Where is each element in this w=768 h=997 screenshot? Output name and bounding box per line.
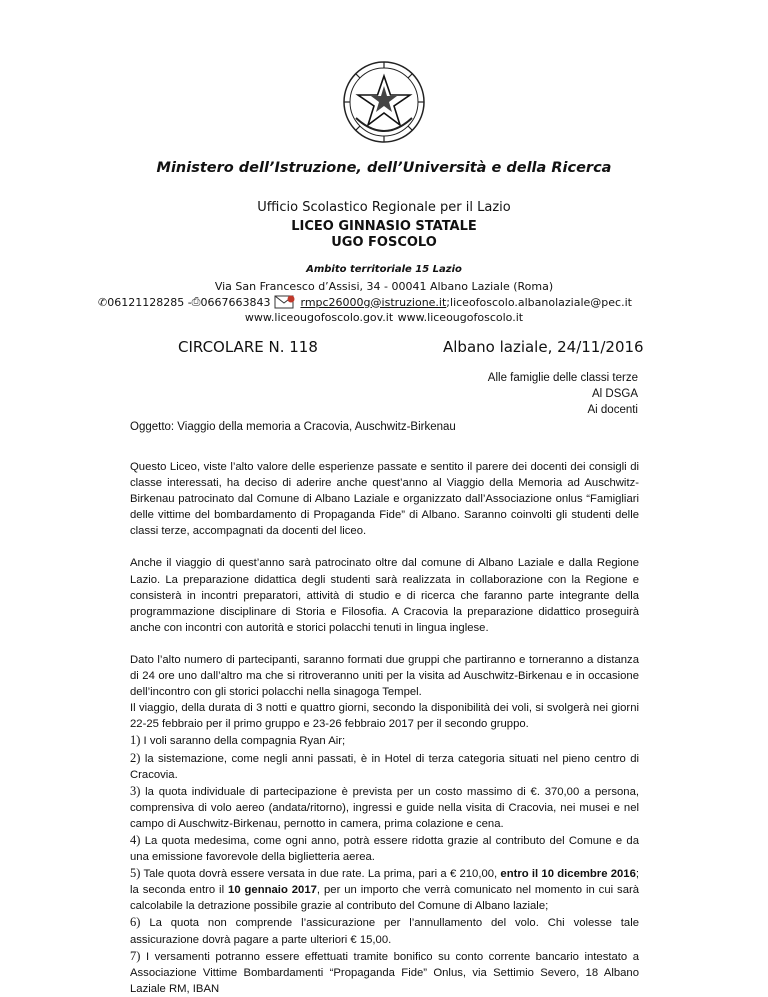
ambito-territoriale: Ambito territoriale 15 Lazio xyxy=(306,264,462,275)
second-deadline: 10 gennaio 2017 xyxy=(228,884,317,897)
item-number: 3) xyxy=(130,783,141,798)
regional-office: Ufficio Scolastico Regionale per il Lazio xyxy=(257,200,511,215)
item-number: 1) xyxy=(130,733,141,748)
list-item xyxy=(130,783,639,832)
list-item xyxy=(130,732,639,749)
contact-line xyxy=(98,294,698,310)
item-text: Tale quota dovrà essere versata in due rate. La prima, pari a € 210,00, xyxy=(140,868,501,881)
subject-line: Oggetto: Viaggio della memoria a Cracovia, Auschwitz-Birkenau xyxy=(130,421,456,433)
first-deadline: entro il 10 dicembre 2016 xyxy=(500,868,636,881)
paragraph-participants: Dato l’alto numero di partecipanti, saranno formati due gruppi che partiranno e torneranno a distanza di 24 ore uno dall’altro ma che si ritroveranno uniti per la visita ad Auschwitz-Birkenau e in occasione dell’incontro con gli storici polacchi nella sinagoga Tempel. xyxy=(130,653,639,699)
ministry-title: Ministero dell’Istruzione, dell’Università e della Ricerca xyxy=(156,160,612,176)
date-line: Albano laziale, 24/11/2016 xyxy=(443,338,644,356)
pec-email[interactable]: liceofoscolo.albanolaziale@pec.it xyxy=(450,295,632,309)
school-name-line1: LICEO GINNASIO STATALE xyxy=(291,219,477,234)
paragraph-regione: Anche il viaggio di quest’anno sarà patrocinato oltre dal comune di Albano Laziale e dalla Regione Lazio. La preparazione didattica degli studenti sarà realizzata in collaborazione con la Regione e consisterà in incontri preparatori, attività di studio e di ricerca che faranno parte integrante della programmazione disciplinare di Storia e Filosofia. A Cracovia la preparazione didattico proseguirà anche con incontri con autorità e storici polacchi tenuti in lingua inglese. xyxy=(130,557,639,634)
paragraph-intro: Questo Liceo, viste l’alto valore delle esperienze passate e sentito il parere dei docenti dei consigli di classe interessati, ha deciso di aderire anche quest’anno al Viaggio della Memoria ad Auschwitz-Birkenau patrocinato dal Comune di Albano Laziale e organizzato dall’Associazione onlus “Famigliari delle vittime del bombardamento di Propaganda Fide” di Albano. Saranno coinvolti gli studenti delle classi terze, accompagnati da docenti del liceo. xyxy=(130,461,639,538)
item-text: I voli saranno della compagnia Ryan Air; xyxy=(140,735,346,748)
emblem-icon xyxy=(342,60,426,144)
list-item xyxy=(130,865,639,914)
recipients xyxy=(488,370,638,418)
phone-icon: ✆ xyxy=(98,295,108,309)
recipient-dsga: Al DSGA xyxy=(591,388,638,400)
website-links[interactable]: www.liceougofoscolo.gov.it www.liceougofoscolo.it xyxy=(244,311,524,324)
fax-number: 0667663843 xyxy=(200,295,271,309)
list-item xyxy=(130,948,639,997)
circular-body xyxy=(130,459,639,997)
email-separator: ; xyxy=(446,295,451,309)
list-item xyxy=(130,750,639,783)
list-item xyxy=(130,832,639,865)
recipient-families: Alle famiglie delle classi terze xyxy=(487,372,638,384)
item-text: ; la seconda entro il xyxy=(130,868,639,897)
item-text: , per un importo che verrà comunicato nel momento in cui sarà calcolabile la detrazione possibile grazie al contributo del Comune di Albano laziale; xyxy=(130,884,640,913)
item-text: la quota individuale di partecipazione è prevista per un costo massimo di €. 370,00 a persona, comprensiva di volo aereo (andata/ritorno), ingressi e guide nella visita di Cracovia, nei musei e nel campo di Auschwitz-Birkenau, pernotto in camera, prima colazione e cena. xyxy=(130,785,639,830)
paragraph-dates: Il viaggio, della durata di 3 notti e quattro giorni, secondo la disponibilità dei voli, si svolgerà nei giorni 22-25 febbraio per il primo gruppo e 23-26 febbraio 2017 per il secondo gruppo. xyxy=(130,702,639,731)
item-text: I versamenti potranno essere effettuati tramite bonifico su conto corrente bancario intestato a Associazione Vittime Bombardamenti “Propaganda Fide” Onlus, via Settimio Severo, 18 Albano Laziale RM, IBAN xyxy=(130,950,639,995)
mail-icon xyxy=(274,294,296,310)
email-link[interactable]: rmpc26000g@istruzione.it xyxy=(300,295,447,309)
item-number: 5) xyxy=(130,866,141,881)
item-text: La quota non comprende l’assicurazione per l’annullamento del volo. Chi volesse tale assicurazione dovrà pagare a parte ulteriori € 15,00. xyxy=(130,917,639,946)
circolare-number: CIRCOLARE N. 118 xyxy=(178,338,318,356)
fax-icon: ⎙ xyxy=(191,295,201,308)
school-name-line2: UGO FOSCOLO xyxy=(331,235,437,250)
item-number: 4) xyxy=(130,832,141,847)
item-number: 7) xyxy=(130,948,141,963)
recipient-teachers: Ai docenti xyxy=(587,404,638,416)
phone-number: 06121128285 - xyxy=(107,295,192,309)
item-number: 2) xyxy=(130,750,141,765)
item-text: La quota medesima, come ogni anno, potrà essere ridotta grazie al contributo del Comune e da una emissione favorevole della biglietteria aerea. xyxy=(130,834,639,864)
paragraph-groups xyxy=(130,652,639,997)
item-number: 6) xyxy=(130,915,141,930)
list-item xyxy=(130,914,639,947)
school-address: Via San Francesco d’Assisi, 34 - 00041 Albano Laziale (Roma) xyxy=(214,280,554,293)
item-text: la sistemazione, come negli anni passati, è in Hotel di terza categoria situati nel pieno centro di Cracovia. xyxy=(130,752,639,781)
